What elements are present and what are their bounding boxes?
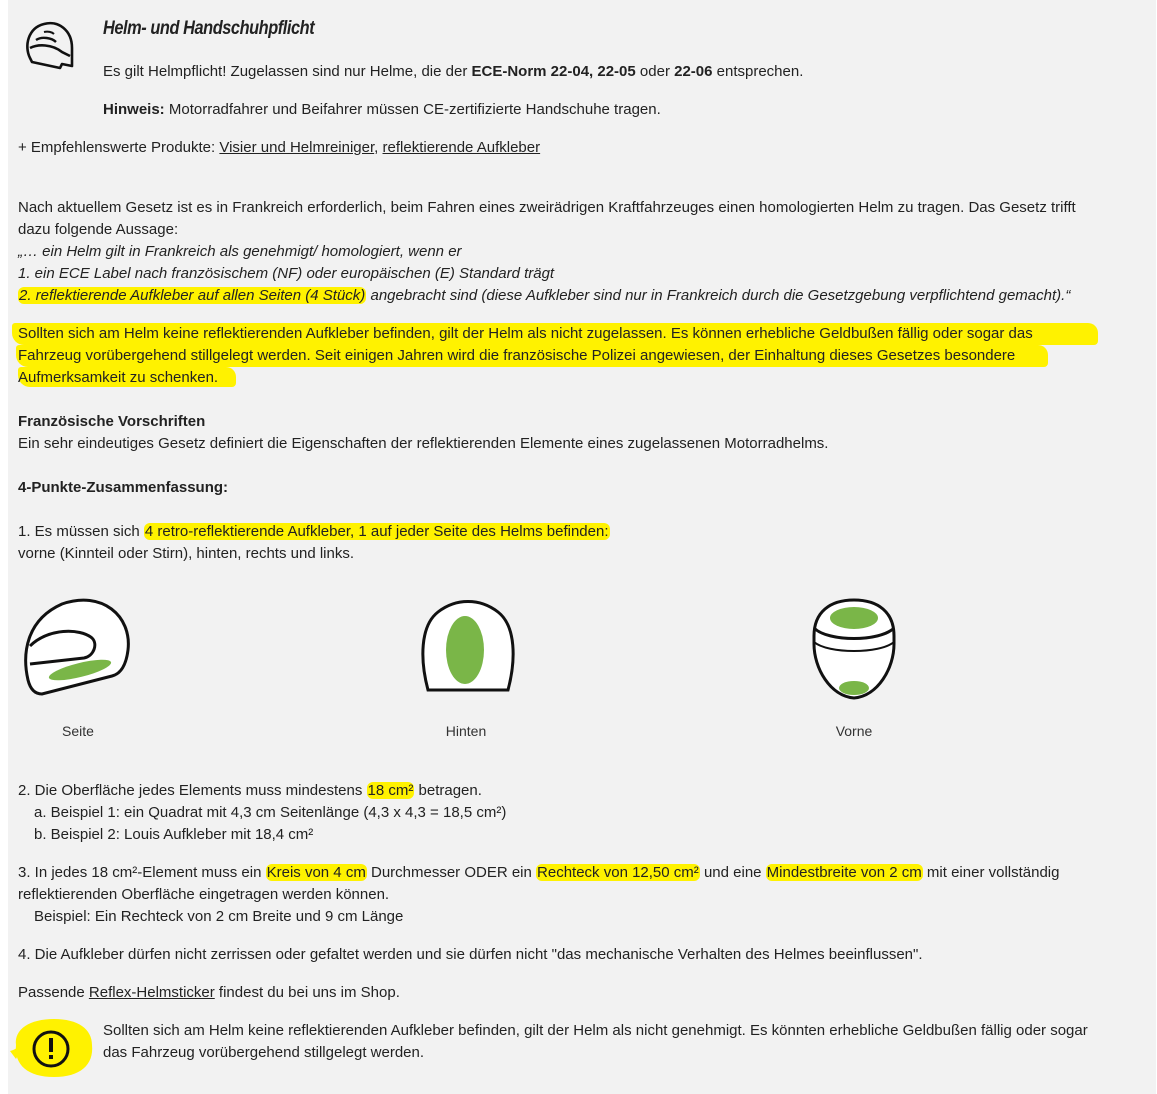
- page-title: Helm- und Handschuhpflicht: [103, 18, 315, 39]
- helmet-side-label: Seite: [62, 723, 94, 739]
- glove-hint: [103, 99, 661, 121]
- highlight: 4 retro-reflektierende Aufkleber, 1 auf jeder Seite des Helms befinden:: [144, 523, 609, 540]
- helmet-side-illustration: [22, 594, 134, 704]
- text-part: und eine: [699, 864, 766, 881]
- intro-line-2: dazu folgende Aussage:: [18, 221, 179, 238]
- reflective-sticker-back: [446, 616, 484, 684]
- highlight: Rechteck von 12,50 cm²: [537, 864, 699, 881]
- warning-line-2: Fahrzeug vorübergehend stillgelegt werden. Seit einigen Jahren wird die französische Polizei angewiesen, der Einhaltung dieses Gesetzes besondere: [18, 347, 1016, 364]
- reflective-sticker-forehead: [830, 607, 878, 629]
- summary-point-2a: a. Beispiel 1: ein Quadrat mit 4,3 cm Seitenlänge (4,3 x 4,3 = 18,5 cm²): [34, 804, 507, 821]
- text-part: mit einer vollständig: [922, 864, 1060, 881]
- text-part: Passende: [18, 984, 89, 1001]
- reflective-sticker-chin: [839, 681, 869, 695]
- helmet-front-illustration: [808, 598, 900, 702]
- summary-point-4: 4. Die Aufkleber dürfen nicht zerrissen oder gefaltet werden und sie dürfen nicht "das mechanische Verhalten des Helmes beeinflussen".: [18, 946, 923, 963]
- text-part: betragen.: [414, 782, 482, 799]
- warning-line-1: Sollten sich am Helm keine reflektierenden Aufkleber befinden, gilt der Helm als nicht zugelassen. Es können erhebliche Geldbußen fällig oder sogar das: [18, 325, 1033, 342]
- summary-point-1-line-2: vorne (Kinnteil oder Stirn), hinten, rechts und links.: [18, 545, 354, 562]
- recommended-products: [18, 137, 540, 159]
- warning-line-3: Aufmerksamkeit zu schenken.: [18, 369, 219, 386]
- summary-point-2: [18, 780, 482, 802]
- summary-point-2b: b. Beispiel 2: Louis Aufkleber mit 18,4 cm²: [34, 826, 314, 843]
- text-part: angebracht sind (diese Aufkleber sind nur in Frankreich durch die Gesetzgebung verpflichtend gemacht).“: [366, 287, 1071, 304]
- ece-norm-bold: ECE-Norm 22-04, 22-05: [471, 63, 636, 80]
- helmet-requirement-text: [103, 61, 803, 83]
- warning-icon: [10, 1015, 96, 1081]
- text-part: entsprechen.: [712, 63, 804, 80]
- notice-line-2: das Fahrzeug vorübergehend stillgelegt werden.: [103, 1044, 425, 1061]
- notice-line-1: Sollten sich am Helm keine reflektierenden Aufkleber befinden, gilt der Helm als nicht genehmigt. Es könnten erhebliche Geldbußen fällig oder sogar: [103, 1022, 1088, 1039]
- text-part: Durchmesser ODER ein: [366, 864, 537, 881]
- separator: ,: [374, 139, 383, 156]
- hint-label: Hinweis:: [103, 101, 165, 118]
- helmet-back-illustration: [418, 600, 518, 696]
- text-part: 2. Die Oberfläche jedes Elements muss mindestens: [18, 782, 367, 799]
- quote-line-1: „… ein Helm gilt in Frankreich als genehmigt/ homologiert, wenn er: [18, 243, 462, 260]
- highlight: 2. reflektierende Aufkleber auf allen Seiten (4 Stück): [19, 287, 366, 304]
- summary-heading: 4-Punkte-Zusammenfassung:: [18, 479, 229, 496]
- french-rules-text: Ein sehr eindeutiges Gesetz definiert die Eigenschaften der reflektierenden Elemente eines zugelassenen Motorradhelms.: [18, 435, 829, 452]
- summary-point-3-line-2: reflektierenden Oberfläche eingetragen werden können.: [18, 886, 390, 903]
- hint-text: Motorradfahrer und Beifahrer müssen CE-zertifizierte Handschuhe tragen.: [164, 101, 661, 118]
- helmet-front-label: Vorne: [835, 723, 873, 739]
- french-rules-heading: Französische Vorschriften: [18, 413, 206, 430]
- visor-cleaner-link[interactable]: Visier und Helmreiniger: [219, 139, 375, 156]
- summary-point-3-example: Beispiel: Ein Rechteck von 2 cm Breite und 9 cm Länge: [34, 908, 404, 925]
- highlight: Kreis von 4 cm: [266, 864, 366, 881]
- reflex-helmsticker-link[interactable]: Reflex-Helmsticker: [88, 984, 215, 1001]
- text-part: oder: [635, 63, 675, 80]
- quote-line-2: 1. ein ECE Label nach französischem (NF) oder europäischen (E) Standard trägt: [18, 265, 555, 282]
- products-prefix: + Empfehlenswerte Produkte:: [18, 139, 220, 156]
- quote-line-3: [18, 285, 1070, 307]
- highlight: 18 cm²: [367, 782, 414, 799]
- text-part: 1. Es müssen sich: [18, 523, 144, 540]
- content-page: [8, 0, 1156, 1094]
- ece-norm-bold-2: 22-06: [674, 63, 713, 80]
- helmet-back-label: Hinten: [445, 723, 487, 739]
- summary-point-3: [18, 862, 1059, 884]
- text-part: Es gilt Helmpflicht! Zugelassen sind nur Helme, die der: [103, 63, 472, 80]
- highlight: Mindestbreite von 2 cm: [766, 864, 922, 881]
- summary-point-1: [18, 521, 610, 543]
- helmet-icon: [22, 18, 80, 74]
- shop-text: [18, 982, 400, 1004]
- reflective-stickers-link[interactable]: reflektierende Aufkleber: [382, 139, 541, 156]
- intro-line-1: Nach aktuellem Gesetz ist es in Frankreich erforderlich, beim Fahren eines zweirädrigen Kraftfahrzeuges einen homologierten Helm zu tragen. Das Gesetz trifft: [18, 199, 1076, 216]
- text-part: findest du bei uns im Shop.: [214, 984, 400, 1001]
- text-part: 3. In jedes 18 cm²-Element muss ein: [18, 864, 266, 881]
